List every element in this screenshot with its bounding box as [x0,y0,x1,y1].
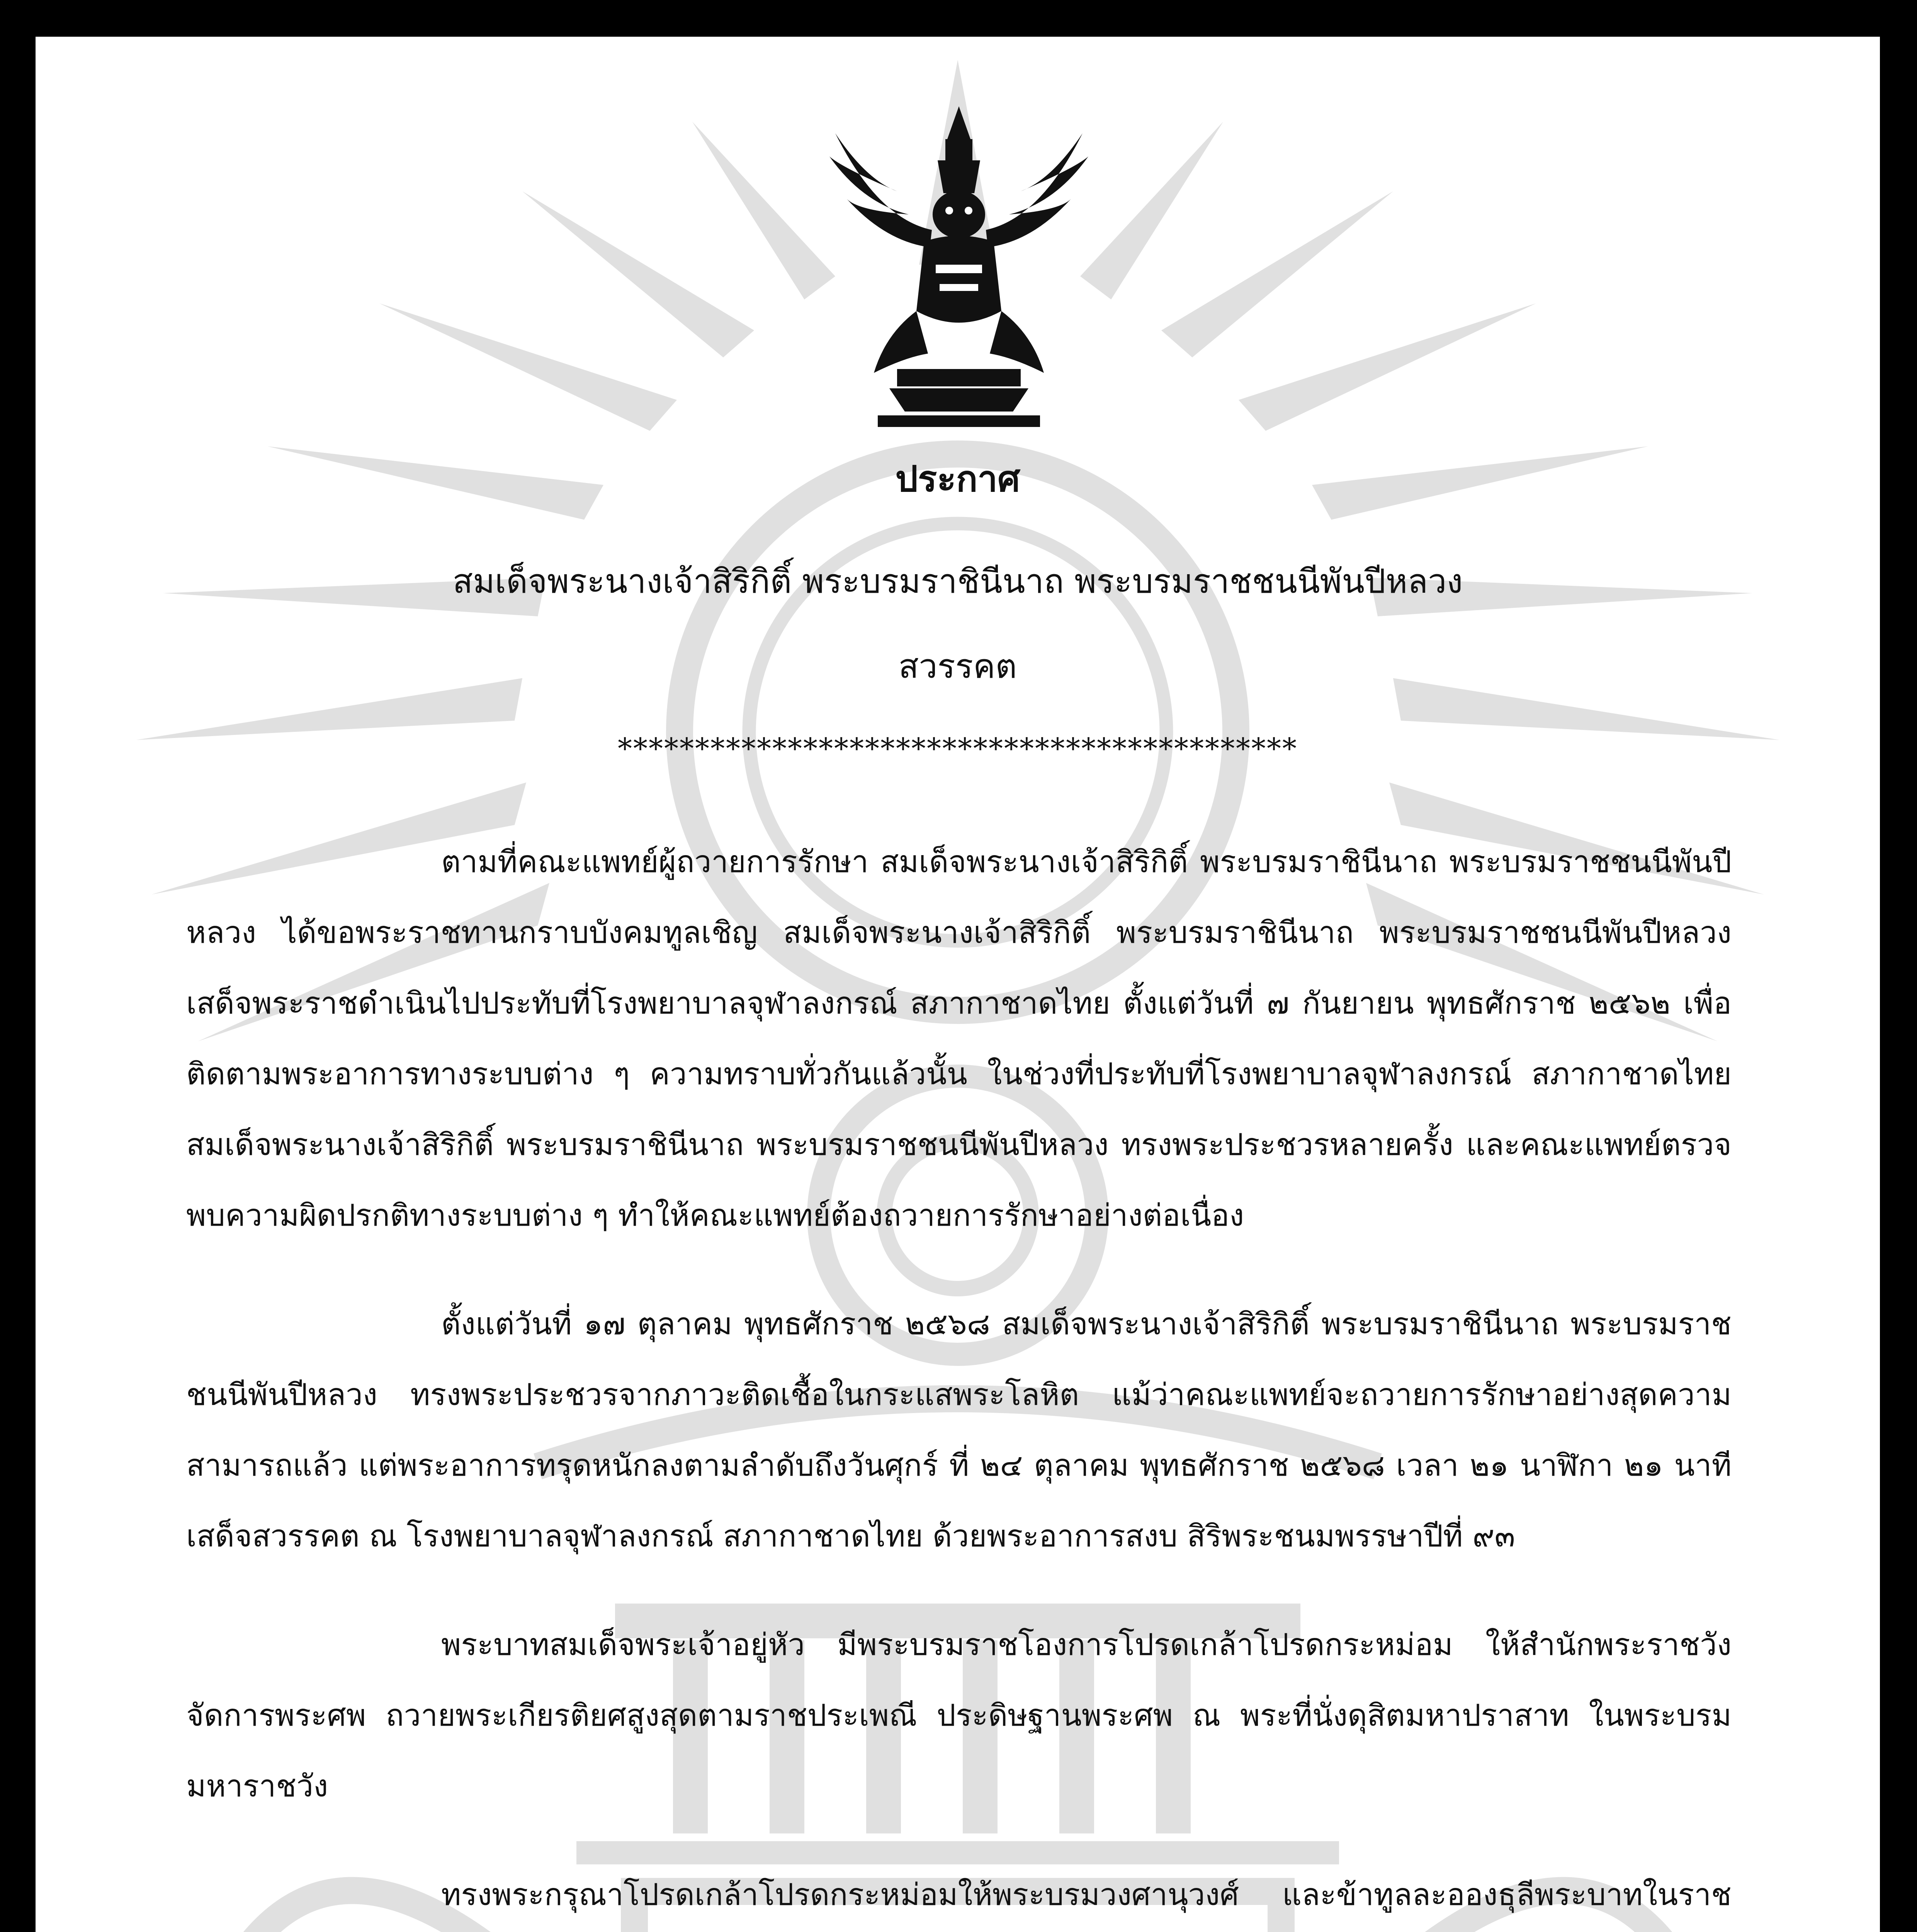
paragraph-3: พระบาทสมเด็จพระเจ้าอยู่หัว มีพระบรมราชโองการโปรดเกล้าโปรดกระหม่อม ให้สำนักพระราชวัง จัดการพระศพ ถวายพระเกียรติยศสูงสุดตามราชประเพณี ประดิษฐานพระศพ ณ พระที่นั่งดุสิตมหาปราสาท ในพระบรมมหาราชวัง [186,1628,1732,1804]
paragraph-1: ตามที่คณะแพทย์ผู้ถวายการรักษา สมเด็จพระนางเจ้าสิริกิติ์ พระบรมราชินีนาถ พระบรมราชชนนีพันปีหลวง ได้ขอพระราชทานกราบบังคมทูลเชิญ สมเด็จพระนางเจ้าสิริกิติ์ พระบรมราชินีนาถ พระบรมราชชนนีพันปีหลวง เสด็จพระราชดำเนินไปประทับที่โรงพยาบาลจุฬาลงกรณ์ สภากาชาดไทย ตั้งแต่วันที่ ๗ กันยายน พุทธศักราช ๒๕๖๒ เพื่อติดตามพระอาการทางระบบต่าง ๆ ความทราบทั่วกันแล้วนั้น ในช่วงที่ประทับที่โรงพยาบาลจุฬาลงกรณ์ สภากาชาดไทย สมเด็จพระนางเจ้าสิริกิติ์ พระบรมราชินีนาถ พระบรมราชชนนีพันปีหลวง ทรงพระประชวรหลายครั้ง และคณะแพทย์ตรวจพบความผิดปรกติทางระบบต่าง ๆ ทำให้คณะแพทย์ต้องถวายการรักษาอย่างต่อเนื่อง [186,845,1732,1233]
paragraph-2: ตั้งแต่วันที่ ๑๗ ตุลาคม พุทธศักราช ๒๕๖๘ สมเด็จพระนางเจ้าสิริกิติ์ พระบรมราชินีนาถ พระบรมราชชนนีพันปีหลวง ทรงพระประชวรจากภาวะติดเชื้อในกระแสพระโลหิต แม้ว่าคณะแพทย์จะถวายการรักษาอย่างสุดความสามารถแล้ว แต่พระอาการทรุดหนักลงตามลำดับถึงวันศุกร์ ที่ ๒๔ ตุลาคม พุทธศักราช ๒๕๖๘ เวลา ๒๑ นาฬิกา ๒๑ นาที เสด็จสวรรคต ณ โรงพยาบาลจุฬาลงกรณ์ สภากาชาดไทย ด้วยพระอาการสงบ สิริพระชนมพรรษาปีที่ ๙๓ [186,1307,1732,1554]
garuda-emblem-icon [820,102,1098,439]
subject-line-1: สมเด็จพระนางเจ้าสิริกิติ์ พระบรมราชินีนาถ พระบรมราชชนนีพันปีหลวง [452,562,1463,601]
document-title: ประกาศ [895,458,1020,500]
announcement-body [186,827,1732,1932]
subject-line-2: สวรรคต [898,647,1017,686]
paragraph-4: ทรงพระกรุณาโปรดเกล้าโปรดกระหม่อมให้พระบรมวงศานุวงศ์ และข้าทูลละอองธุลีพระบาทในราช [441,1878,1732,1912]
asterisk-separator: ******************************************** [618,732,1298,765]
announcement-page [36,37,1880,1932]
